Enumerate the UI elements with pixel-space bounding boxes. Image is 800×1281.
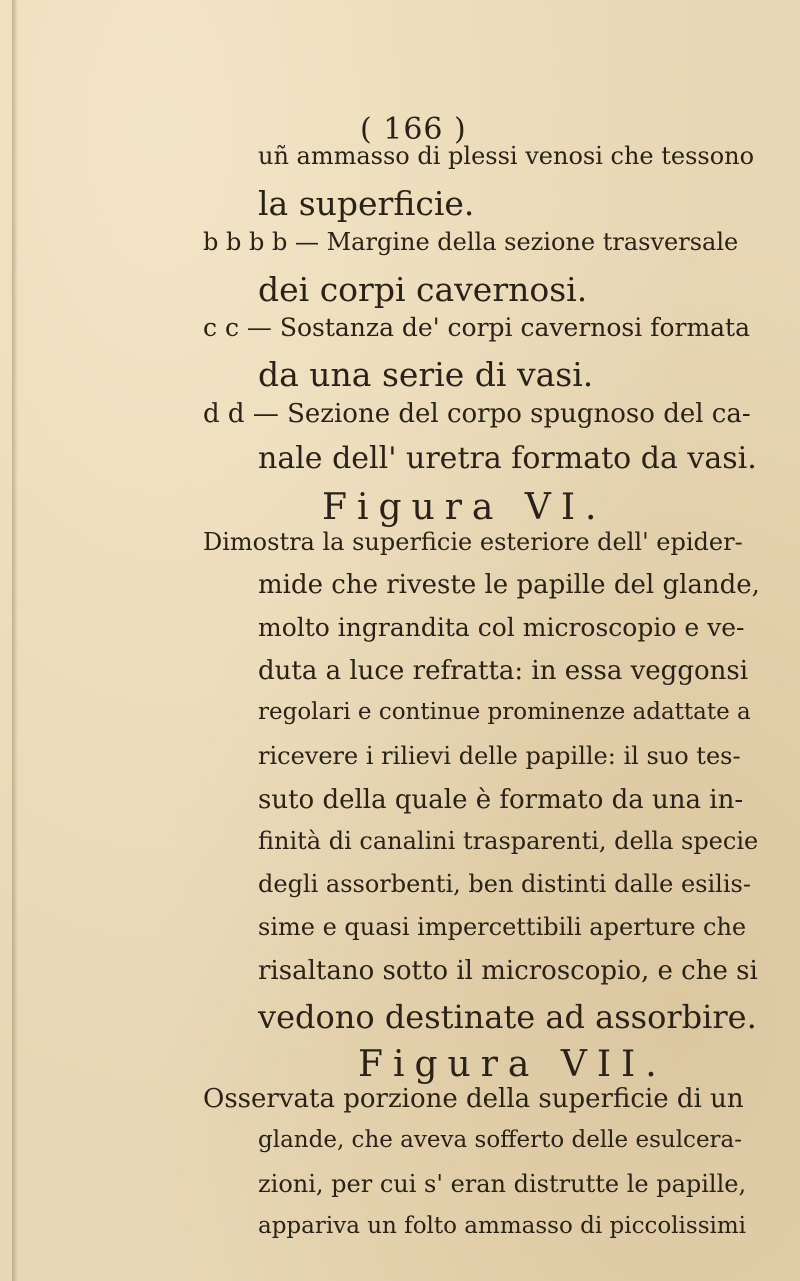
text-line: uñ ammasso di plessi venosi che tessono: [258, 142, 755, 170]
text-line: vedono destinate ad assorbire.: [258, 998, 757, 1036]
paragraph-start: Osservata porzione della superficie di un: [203, 1084, 744, 1114]
text-line: appariva un folto ammasso di piccolissimi: [258, 1213, 747, 1239]
text-line: mide che riveste le papille del glande,: [258, 570, 760, 600]
legend-item-bbbb: b b b b — Margine della sezione trasversale: [203, 228, 739, 256]
text-line: sime e quasi impercettibili aperture che: [258, 913, 747, 941]
page-fold-shadow: [12, 0, 18, 1281]
text-line: degli assorbenti, ben distinti dalle esilis-: [258, 870, 751, 898]
text-line: duta a luce refratta: in essa veggonsi: [258, 656, 749, 686]
text-line: dei corpi cavernosi.: [258, 270, 588, 309]
legend-item-cc: c c — Sostanza de' corpi cavernosi formata: [203, 313, 751, 342]
text-line: suto della quale è formato da una in-: [258, 785, 744, 815]
figure-heading: Figura VII.: [358, 1044, 667, 1085]
text-line: da una serie di vasi.: [258, 355, 594, 394]
paragraph-start: Dimostra la superficie esteriore dell' epider-: [203, 528, 743, 556]
text-line: finità di canalini trasparenti, della specie: [258, 827, 759, 855]
figure-heading: Figura VI.: [322, 487, 607, 528]
text-line: regolari e continue prominenze adattate a: [258, 699, 751, 725]
text-line: la superficie.: [258, 184, 475, 223]
page-number: ( 166 ): [360, 112, 467, 147]
text-line: glande, che aveva sofferto delle esulcera-: [258, 1127, 743, 1153]
text-line: zioni, per cui s' eran distrutte le papille,: [258, 1170, 747, 1198]
text-line: nale dell' uretra formato da vasi.: [258, 441, 757, 476]
legend-item-dd: d d — Sezione del corpo spugnoso del ca-: [203, 399, 751, 429]
text-line: molto ingrandita col microscopio e ve-: [258, 613, 745, 642]
text-line: ricevere i rilievi delle papille: il suo tes-: [258, 742, 741, 770]
text-line: risaltano sotto il microscopio, e che si: [258, 956, 758, 986]
